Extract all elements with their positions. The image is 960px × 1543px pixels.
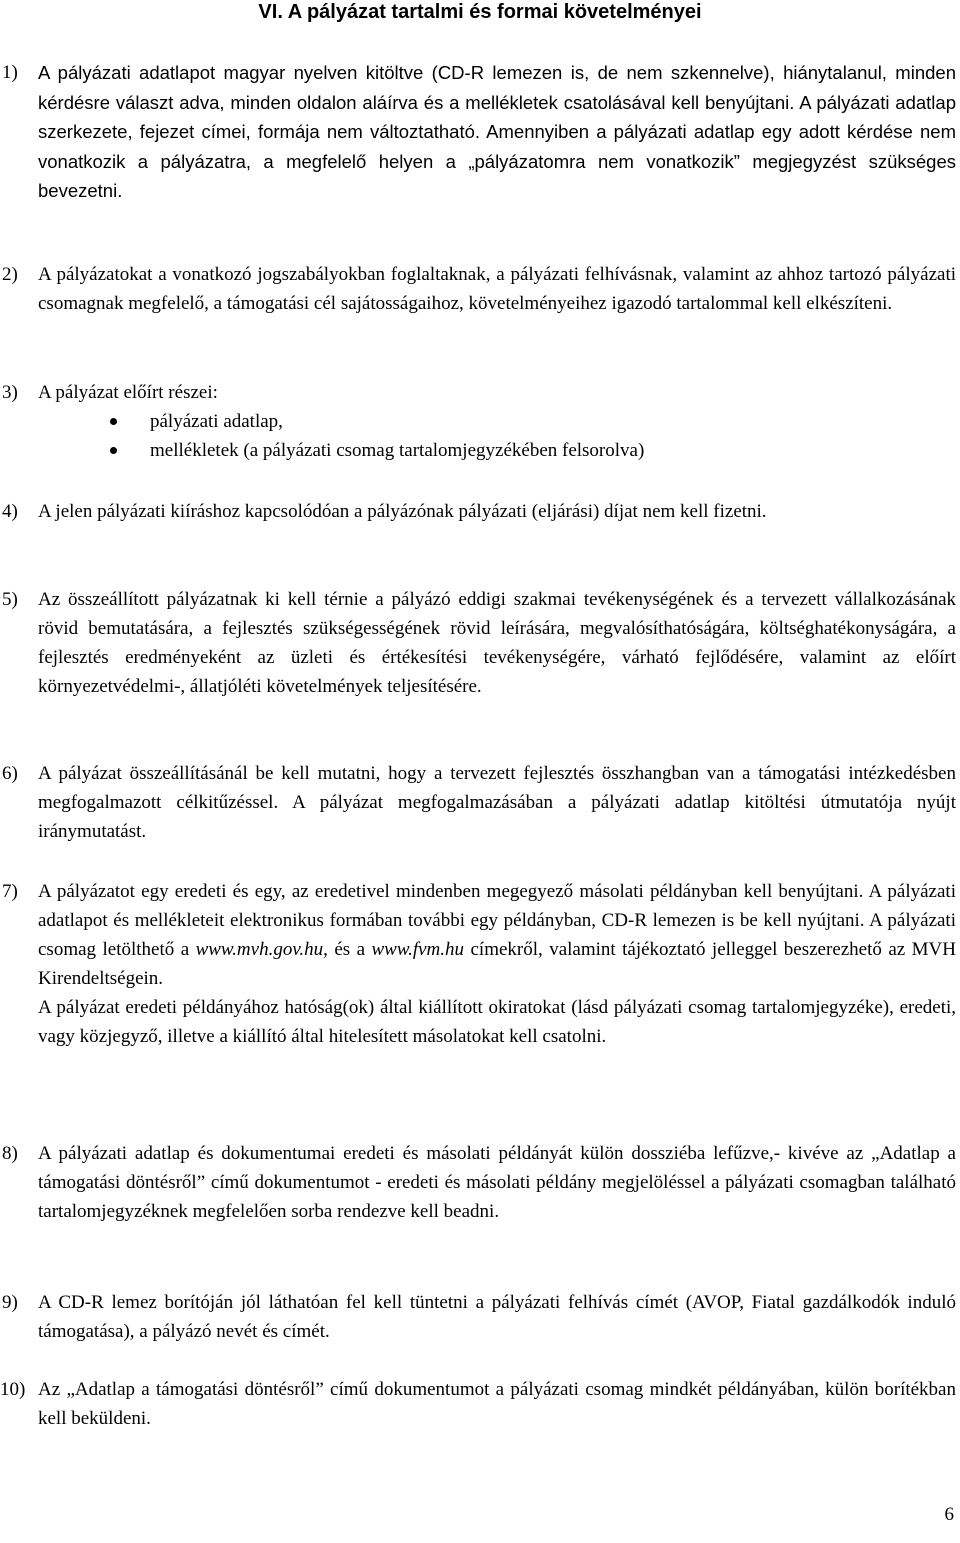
item-text: A jelen pályázati kiíráshoz kapcsolódóan a pályázónak pályázati (eljárási) díjat nem kell fizetni. [38,501,767,522]
list-item-7 [2,877,956,1051]
website-link-mvh[interactable]: www.mvh.gov.hu [195,939,324,960]
list-item-5 [2,585,956,701]
item-number: 7) [2,881,18,902]
bullet-dot-icon [110,418,117,425]
item-text: A pályázat előírt részei: [38,382,218,403]
item-number: 6) [2,763,18,784]
item-text: A pályázatokat a vonatkozó jogszabályokban foglaltaknak, a pályázati felhívásnak, valamint az ahhoz tartozó pályázati csomagnak megfelelő, a támogatási cél sajátosságaihoz, követelményeihez igazodó tartalommal kell elkészíteni. [38,264,956,314]
item-text-continued: A pályázat eredeti példányához hatóság(ok) által kiállított okiratokat (lásd pályázati csomag tartalomjegyzéke), eredeti, vagy közjegyző, illetve a kiállító által hitelesített másolatokat kell csatolni. [38,997,956,1047]
bullet-text: pályázati adatlap, [150,411,283,432]
list-item-4 [2,497,956,526]
list-item-3 [2,378,956,465]
bullet-item [150,436,956,465]
item-text-part: , és a [323,939,372,960]
list-item-6 [2,759,956,846]
item-number: 5) [2,589,18,610]
item-text: A pályázati adatlapot magyar nyelven kitöltve (CD-R lemezen is, de nem szkennelve), hiánytalanul, minden kérdésre választ adva, minden oldalon aláírva és a mellékletek csatolásával kell benyújtani. A pályázati adatlap szerkezete, fejezet címei, formája nem változtatható. Amennyiben a pályázati adatlap egy adott kérdése nem vonatkozik a pályázatra, a megfelelő helyen a „pályázatomra nem vonatkozik” megjegyzést szükséges bevezetni. [38,62,956,201]
bullet-item [150,407,956,436]
page-number: 6 [944,1504,954,1525]
item-number: 9) [2,1292,18,1313]
list-item-1 [2,58,956,206]
item-text-part: A pályázatot egy eredeti és egy, az eredetivel mindenben megegyező másolati példányban kell benyújtani. A pályázati adatlapot és mellékleteit elektronikus formában további egy példányban, CD-R lemezen is be kell nyújtani. A pályázati csomag letölthető a [38,881,956,960]
section-title: VI. A pályázat tartalmi és formai követelményei [258,1,702,23]
item-number: 1) [2,62,18,83]
item-text: A pályázati adatlap és dokumentumai eredeti és másolati példányát külön dossziéba lefűzve,- kivéve az „Adatlap a támogatási döntésről” című dokumentumot - eredeti és másolati példány megjelöléssel a pályázati csomagban található tartalomjegyzéknek megfelelően sorba rendezve kell beadni. [38,1143,956,1222]
item-number: 8) [2,1143,18,1164]
item-text: A CD-R lemez borítóján jól láthatóan fel kell tüntetni a pályázati felhívás címét (AVOP, Fiatal gazdálkodók induló támogatása), a pályázó nevét és címét. [38,1292,956,1342]
item-number: 4) [2,501,18,522]
item-text: A pályázat összeállításánál be kell mutatni, hogy a tervezett fejlesztés összhangban van a támogatási intézkedésben megfogalmazott célkitűzéssel. A pályázat megfogalmazásában a pályázati adatlap kitöltési útmutatója nyújt iránymutatást. [38,763,956,842]
item-number: 10) [0,1379,26,1400]
list-item-8 [2,1139,956,1226]
item-text: Az összeállított pályázatnak ki kell térnie a pályázó eddigi szakmai tevékenységének és a tervezett vállalkozásának rövid bemutatására, a fejlesztés szükségességének rövid leírására, megvalósíthatóságára, költséghatékonyságára, a fejlesztés eredményeként az üzleti és értékesítési tevékenységére, várható fejlődésére, valamint az előírt környezetvédelmi-, állatjóléti követelmények teljesítésére. [38,589,956,697]
item-text [38,877,956,993]
list-item-9 [2,1288,956,1346]
item-number: 2) [2,264,18,285]
website-link-fvm[interactable]: www.fvm.hu [371,939,465,960]
item-number: 3) [2,382,18,403]
list-item-2 [2,260,956,318]
list-item-10 [0,1375,956,1433]
bullet-dot-icon [110,447,117,454]
bullet-text: mellékletek (a pályázati csomag tartalomjegyzékében felsorolva) [150,440,645,461]
bullet-list [38,407,956,465]
item-text: Az „Adatlap a támogatási döntésről” című dokumentumot a pályázati csomag mindkét példányában, külön borítékban kell beküldeni. [38,1379,956,1429]
item-text-part: címekről, valamint tájékoztató jelleggel beszerezhető az MVH Kirendeltségein. [38,939,956,989]
